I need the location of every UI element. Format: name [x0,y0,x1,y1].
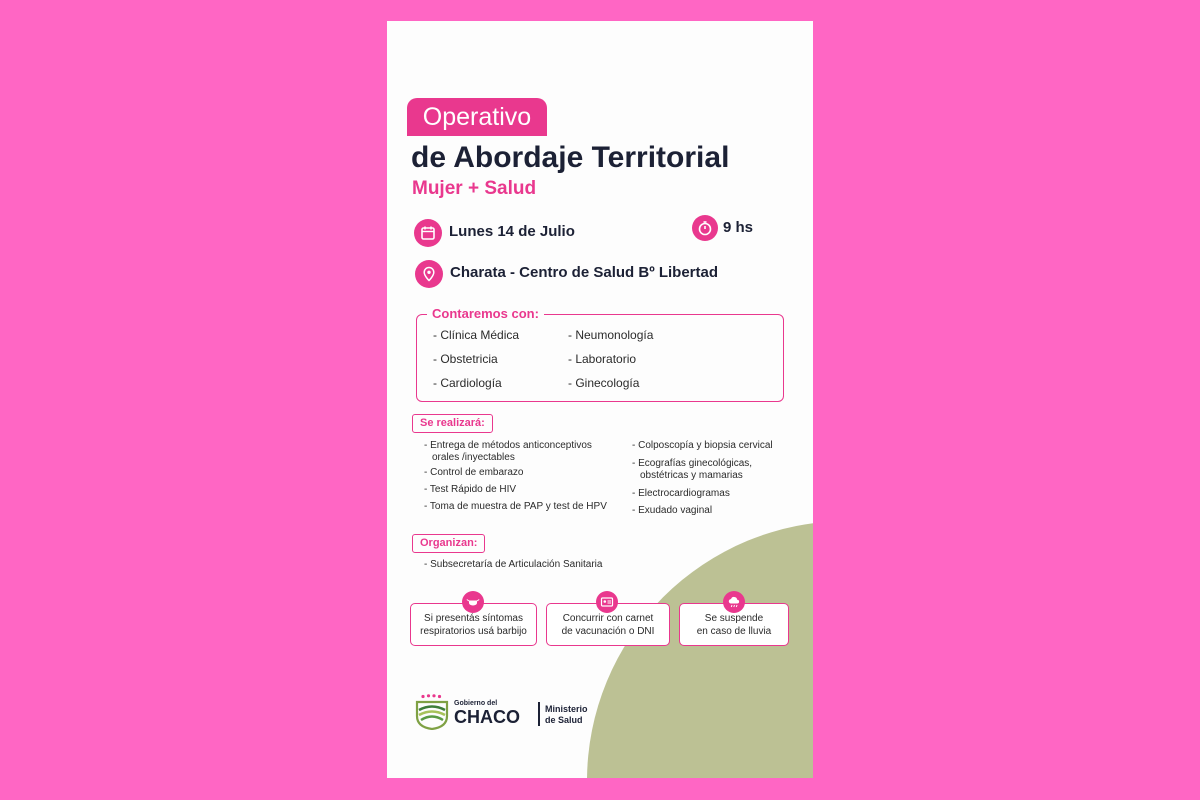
procedure-item: - Exudado vaginal [632,505,713,516]
notice-mask-box: Si presentás síntomas respiratorios usá barbijo [410,603,537,646]
organizan-label: Organizan: [412,534,485,553]
logo-divider [538,702,540,726]
logo-gobierno-text: Gobierno del [454,700,498,707]
procedure-item: - Entrega de métodos anticonceptivos orales /inyectables [424,440,592,463]
services-title: Contaremos con: [427,306,544,321]
procedure-item: - Ecografías ginecológicas, obstétricas y mamarias [632,458,753,481]
logo-ministerio-text: Ministerio de Salud [545,704,588,725]
service-item: - Laboratorio [568,352,637,366]
service-item: - Neumonología [568,328,654,342]
id-card-icon [596,591,618,613]
procedure-item: - Toma de muestra de PAP y test de HPV [424,501,607,512]
realizara-label: Se realizará: [412,414,493,433]
procedure-item: - Test Rápido de HIV [424,484,517,495]
face-mask-icon [462,591,484,613]
organizer-item: - Subsecretaría de Articulación Sanitaria [424,559,603,570]
poster-title: de Abordaje Territorial [411,141,730,174]
procedure-item: - Colposcopía y biopsia cervical [632,440,773,451]
logo-chaco-text: CHACO [454,707,520,727]
notice-id-box: Concurrir con carnet de vacunación o DNI [546,603,670,646]
calendar-icon [414,219,442,247]
operativo-badge: Operativo [407,98,547,136]
service-item: - Cardiología [433,376,502,390]
service-item: - Obstetricia [433,352,498,366]
notice-rain-box: Se suspende en caso de lluvia [679,603,789,646]
event-poster [387,21,813,778]
procedure-item: - Electrocardiogramas [632,488,730,499]
location-pin-icon [415,260,443,288]
decorative-circle [587,521,813,778]
procedure-item: - Control de embarazo [424,467,524,478]
event-date: Lunes 14 de Julio [449,223,575,240]
service-item: - Ginecología [568,376,640,390]
event-time: 9 hs [723,219,754,236]
poster-subtitle: Mujer + Salud [412,178,537,199]
rain-cloud-icon [723,591,745,613]
chaco-logo-mark [414,694,450,730]
service-item: - Clínica Médica [433,328,520,342]
event-location: Charata - Centro de Salud Bº Libertad [450,264,719,281]
clock-icon [692,215,718,241]
